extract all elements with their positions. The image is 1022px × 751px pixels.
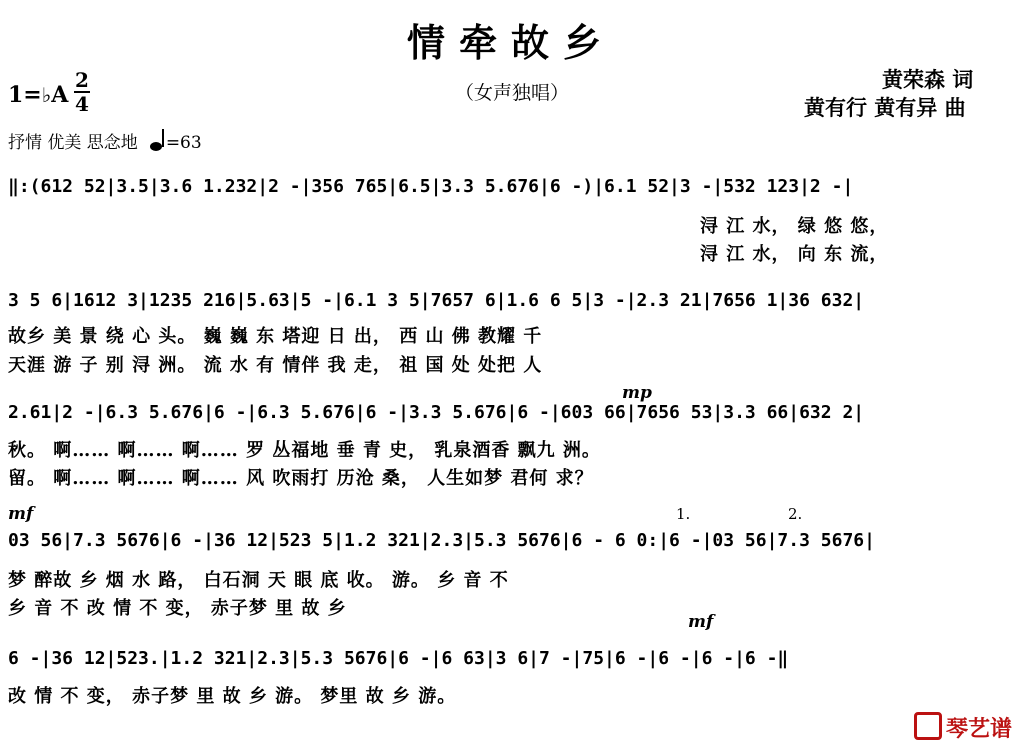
meter-top: 2 xyxy=(75,68,89,92)
staff-1-lyric-1: 浔 江 水， 绿 悠 悠， xyxy=(700,216,889,237)
staff-5-lyric-1: 改 情 不 变， 赤子梦 里 故 乡 游。 梦里 故 乡 游。 xyxy=(8,686,457,707)
second-ending: 2. xyxy=(788,505,803,523)
watermark-logo xyxy=(914,712,1012,743)
flat-symbol: ♭ xyxy=(41,83,52,107)
key-signature xyxy=(8,82,68,108)
staff-5-music: 6 -|36 12|523.|1.2 321|2.3|5.3 5676|6 -|6 63|3 6|7 -|75|6 -|6 -|6 -|6 -‖ xyxy=(8,648,789,669)
staff-3-music: 2.61|2 -|6.3 5.676|6 -|6.3 5.676|6 -|3.3 5.676|6 -|603 66|7656 53|3.3 66|632 2| xyxy=(8,402,865,423)
composer-credit: 黄有行 黄有异 曲 xyxy=(804,95,966,120)
logo-icon xyxy=(914,712,942,740)
staff-4-lyric-1: 梦 醉故 乡 烟 水 路， 白石洞 天 眼 底 收。 游。 乡 音 不 xyxy=(8,570,509,591)
staff-3-lyric-1: 秋。 啊…… 啊…… 啊…… 罗 丛福地 垂 青 史， 乳泉酒香 飘九 洲。 xyxy=(8,440,601,461)
dynamic-mf-2: mf xyxy=(688,612,714,632)
expression-text: 抒情 优美 思念地 xyxy=(8,133,138,153)
staff-1-music: ‖:(612 52|3.5|3.6 1.232|2 -|356 765|6.5|3.3 5.676|6 -)|6.1 52|3 -|532 123|2 -| xyxy=(8,176,854,197)
key-note: A xyxy=(51,82,69,108)
staff-4-music: 03 56|7.3 5676|6 -|36 12|523 5|1.2 321|2.3|5.3 5676|6 - 6 0:|6 -|03 56|7.3 5676| xyxy=(8,530,875,551)
lyricist-credit: 黄荣森 词 xyxy=(882,67,974,92)
song-title: 情牵故乡 xyxy=(406,20,615,65)
staff-2-lyric-2: 天涯 游 子 别 浔 洲。 流 水 有 情伴 我 走， 祖 国 处 处把 人 xyxy=(8,355,543,376)
performer-note: （女声独唱） xyxy=(455,82,570,104)
key-prefix: 1= xyxy=(8,82,42,108)
dynamic-mp: mp xyxy=(622,383,652,403)
tempo-bpm: =63 xyxy=(165,133,202,153)
staff-2-music: 3 5 6|1612 3|1235 216|5.63|5 -|6.1 3 5|7657 6|1.6 6 5|3 -|2.3 21|7656 1|36 632| xyxy=(8,290,865,311)
staff-1-lyric-2: 浔 江 水， 向 东 流， xyxy=(700,244,889,265)
meter-bottom: 4 xyxy=(75,92,89,116)
staff-2-lyric-1: 故乡 美 景 绕 心 头。 巍 巍 东 塔迎 日 出， 西 山 佛 教耀 千 xyxy=(8,326,543,347)
staff-3-lyric-2: 留。 啊…… 啊…… 啊…… 风 吹雨打 历沧 桑， 人生如梦 君何 求？ xyxy=(8,468,594,489)
quarter-note-icon xyxy=(150,142,162,151)
time-signature xyxy=(74,70,90,114)
staff-4-lyric-2: 乡 音 不 改 情 不 变， 赤子梦 里 故 乡 xyxy=(8,598,347,619)
tempo-marking xyxy=(8,128,202,153)
watermark-text: 琴艺谱 xyxy=(945,716,1012,742)
first-ending: 1. xyxy=(676,505,691,523)
dynamic-mf-1: mf xyxy=(8,504,34,524)
